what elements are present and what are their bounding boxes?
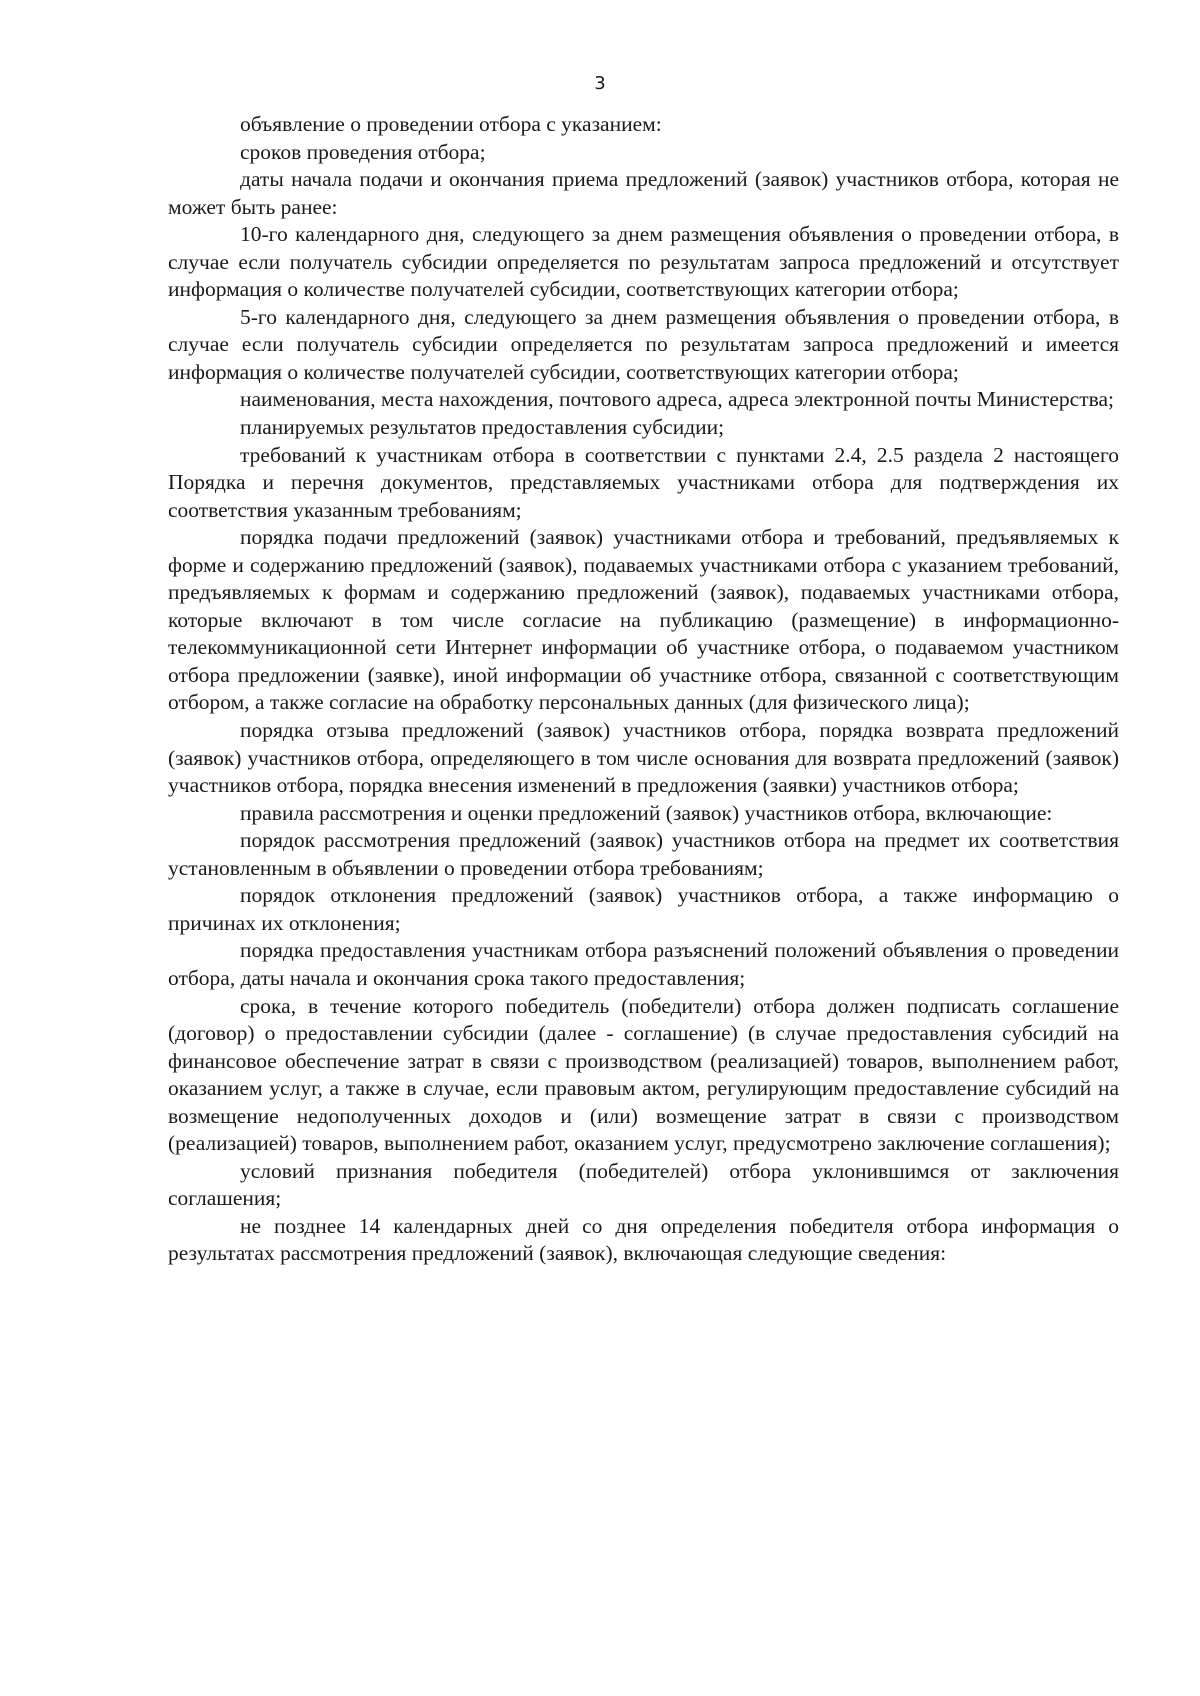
paragraph: правила рассмотрения и оценки предложений (заявок) участников отбора, включающие: — [240, 800, 1053, 825]
paragraph: порядок отклонения предложений (заявок) участников отбора, а также информацию о причинах их отклонения; — [168, 883, 1119, 935]
paragraph: порядка предоставления участникам отбора разъяснений положений объявления о проведении отбора, даты начала и окончания срока такого предоставления; — [168, 938, 1119, 990]
paragraph: объявление о проведении отбора с указанием: — [240, 112, 662, 136]
paragraph: срока, в течение которого победитель (победители) отбора должен подписать соглашение (договор) о предоставлении субсидии (далее - соглашение) (в случае предоставления субсидий на финансовое обеспечение затрат в связи с производством (реализацией) товаров, выполнением работ, оказанием услуг, а также в случае, если правовым актом, регулирующим предоставление субсидий на возмещение недополученных доходов и (или) возмещение затрат в связи с производством (реализацией) товаров, выполнением работ, оказанием услуг, предусмотрено заключение соглашения); — [168, 993, 1119, 1156]
paragraph: не позднее 14 календарных дней со дня определения победителя отбора информация о результатах рассмотрения предложений (заявок), включающая следующие сведения: — [168, 1213, 1119, 1266]
paragraph: даты начала подачи и окончания приема предложений (заявок) участников отбора, которая не может быть ранее: — [168, 167, 1119, 219]
paragraph: порядок рассмотрения предложений (заявок) участников отбора на предмет их соответствия установленным в объявлении о проведении отбора требованиям; — [168, 828, 1119, 880]
paragraph: порядка подачи предложений (заявок) участниками отбора и требований, предъявляемых к форме и содержанию предложений (заявок), подаваемых участниками отбора с указанием требований, предъявляемых к формам и содержанию предложений (заявок), подаваемых участниками отбора, которые включают в том числе согласие на публикацию (размещение) в информационно-телекоммуникационной сети Интернет информации об участнике отбора, о подаваемом участником отбора предложении (заявке), иной информации об участнике отбора, связанной с соответствующим отбором, а также согласие на обработку персональных данных (для физического лица); — [168, 525, 1119, 715]
paragraph: требований к участникам отбора в соответствии с пунктами 2.4, 2.5 раздела 2 настоящего Порядка и перечня документов, представляемых участниками отбора для подтверждения их соответствия указанным требованиям; — [168, 442, 1119, 522]
paragraph: планируемых результатов предоставления субсидии; — [240, 415, 725, 440]
paragraph: порядка отзыва предложений (заявок) участников отбора, порядка возврата предложений (заявок) участников отбора, определяющего в том числе основания для возврата предложений (заявок) участников отбора, порядка внесения изменений в предложения (заявки) участников отбора; — [168, 718, 1119, 798]
paragraph: сроков проведения отбора; — [240, 139, 486, 164]
page-number: 3 — [594, 73, 606, 94]
paragraph: наименования, места нахождения, почтового адреса, адреса электронной почты Министерства; — [240, 387, 1114, 412]
document-body — [168, 111, 1119, 1268]
paragraph: 10-го календарного дня, следующего за днем размещения объявления о проведении отбора, в случае если получатель субсидии определяется по результатам запроса предложений и отсутствует информация о количестве получателей субсидии, соответствующих категории отбора; — [168, 222, 1119, 302]
paragraph: условий признания победителя (победителей) отбора уклонившимся от заключения соглашения; — [168, 1158, 1119, 1211]
paragraph: 5-го календарного дня, следующего за днем размещения объявления о проведении отбора, в случае если получатель субсидии определяется по результатам запроса предложений и имеется информация о количестве получателей субсидии, соответствующих категории отбора; — [168, 304, 1119, 384]
